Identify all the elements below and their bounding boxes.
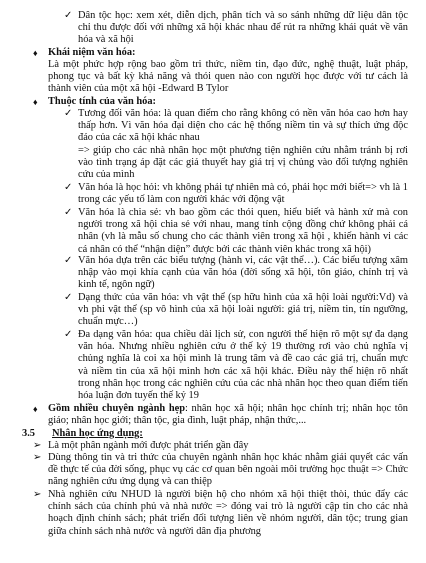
section-number: 3.5 — [22, 428, 35, 439]
check-icon: ✓ — [64, 10, 73, 21]
item-researcher-role: Nhà nghiên cứu NHUD là người biện hộ cho nhóm xã hội thiệt thòi, thúc đẩy các chính sách của chính phủ và nhà nước => đóng vai trò là người cập tin cho các nhà hoạch định chính sách; phát triển đối tượng liên về nhóm người, dân tộc; trung gian giữa chính sách nhà nước và người dân địa phương — [48, 489, 408, 537]
arrow-bullet-icon: ➢ — [33, 440, 42, 451]
item-practical-use: Dùng thông tin và tri thức của chuyên ngành nhân học khác nhằm giải quyết các vấn đề thực tế của đời sống, phục vụ các cơ quan bên ngoài môi trường học thuật => Chức năng nghiên cứu ứng dụng và can thiệp — [48, 452, 408, 488]
heading-culture-attributes: Thuộc tính của văn hóa: — [48, 96, 156, 107]
item-culture-shared: Văn hóa là chia sẻ: vh bao gồm các thói quen, hiểu biết và hành xử mà con người trong xã hội chia sẻ với nhau, mang tính cộng đồng chứ không phải cá nhân (vh là mẫu số chung cho các thành viên trong xã hội , khiến hành vi các cá nhân có thể “nhận diện” được bởi các thành viên khác trong xã hội) — [78, 207, 408, 255]
item-cultural-relativism: Tương đối văn hóa: là quan điểm cho rằng không có nền văn hóa cao hơn hay thấp hơn. Vì văn hóa đại diện cho các hệ thống niềm tin và sự thích ứng độc đáo của các xã hội khác nhau — [78, 108, 408, 144]
subfields-list: : nhân học xã hội; nhân học chính trị; nhân học tôn giáo; nhân học giới; thân tộc, gia đình, luật pháp, nhận thức,... — [48, 403, 408, 427]
item-cultural-relativism-benefit: => giúp cho các nhà nhân học một phương tiện nghiên cứu nhằm tránh bị rơi vào tình trạng áp đặt các giả thuyết hay giá trị vị chủng vào đối tượng nghiên cứu của mình — [78, 145, 408, 181]
heading-subfields: Gồm nhiều chuyên ngành hẹp — [48, 403, 185, 414]
item-culture-learned: Văn hóa là học hỏi: vh không phải tự nhiên mà có, phải học mới biết=> vh là 1 trong các yếu tố làm con người khác với động vật — [78, 182, 408, 206]
item-culture-forms: Dạng thức của văn hóa: vh vật thể (sp hữu hình của xã hội loài người:Vd) và vh phi vật thể (sp vô hình của xã hội loài người: giá trị, niềm tin, tín ngưỡng, chuẩn mực…) — [78, 292, 408, 328]
diamond-bullet-icon: ♦ — [33, 48, 38, 58]
item-new-subfield: Là một phân ngành mới được phát triển gần đây — [48, 440, 249, 451]
check-icon: ✓ — [64, 108, 73, 119]
arrow-bullet-icon: ➢ — [33, 489, 42, 500]
item-cultural-diversity: Đa dạng văn hóa: qua chiều dài lịch sử, con người thế hiện rõ một sự đa dạng văn hóa. Nhưng nhiều nghiên cứu ở thế kỷ 19 thường rơi vào chủ nghĩa vị chủng nghĩa là coi xa hội mình là trung tâm và đề cao các giá trị, chuẩn mực và niềm tin của xã hội mình hơn các xã hội khác. Điều này thể hiện rõ nhất trong nhân học trong các nghiên cứu của các nhà nhân học theo quan điểm tiến hóa luận đơn tuyến thế kỷ 19 — [78, 329, 408, 402]
check-icon: ✓ — [64, 255, 73, 266]
paragraph-ethnology: Dân tộc học: xem xét, diễn dịch, phân tích và so sánh những dữ liệu dân tộc chỉ thu được đối với những xã hội khác nhau để rút ra những khái quát về văn hóa và xã hội — [78, 10, 408, 46]
check-icon: ✓ — [64, 329, 73, 340]
heading-culture-concept: Khái niệm văn hóa: — [48, 47, 136, 58]
check-icon: ✓ — [64, 182, 73, 193]
check-icon: ✓ — [64, 292, 73, 303]
diamond-bullet-icon: ♦ — [33, 97, 38, 107]
diamond-bullet-icon: ♦ — [33, 404, 38, 414]
item-culture-symbols: Văn hóa dựa trên các biểu tượng (hành vi, các vật thể…). Các biểu tượng xâm nhập vào mọi khía cạnh của văn hóa (đời sống xã hội, tôn giáo, chính trị và kinh tế, ngôn ngữ) — [78, 255, 408, 291]
section-title-applied-anthropology: Nhân học ứng dụng: — [52, 428, 143, 439]
paragraph-subfields — [48, 403, 408, 427]
check-icon: ✓ — [64, 207, 73, 218]
arrow-bullet-icon: ➢ — [33, 452, 42, 463]
paragraph-culture-definition: Là một phức hợp rộng bao gồm tri thức, niềm tin, đạo đức, nghệ thuật, luật pháp, phong tục và bất kỳ khả năng và thói quen nào con người học được với tư cách là thành viên của một xã hội -Edward B Tylor — [48, 59, 408, 95]
